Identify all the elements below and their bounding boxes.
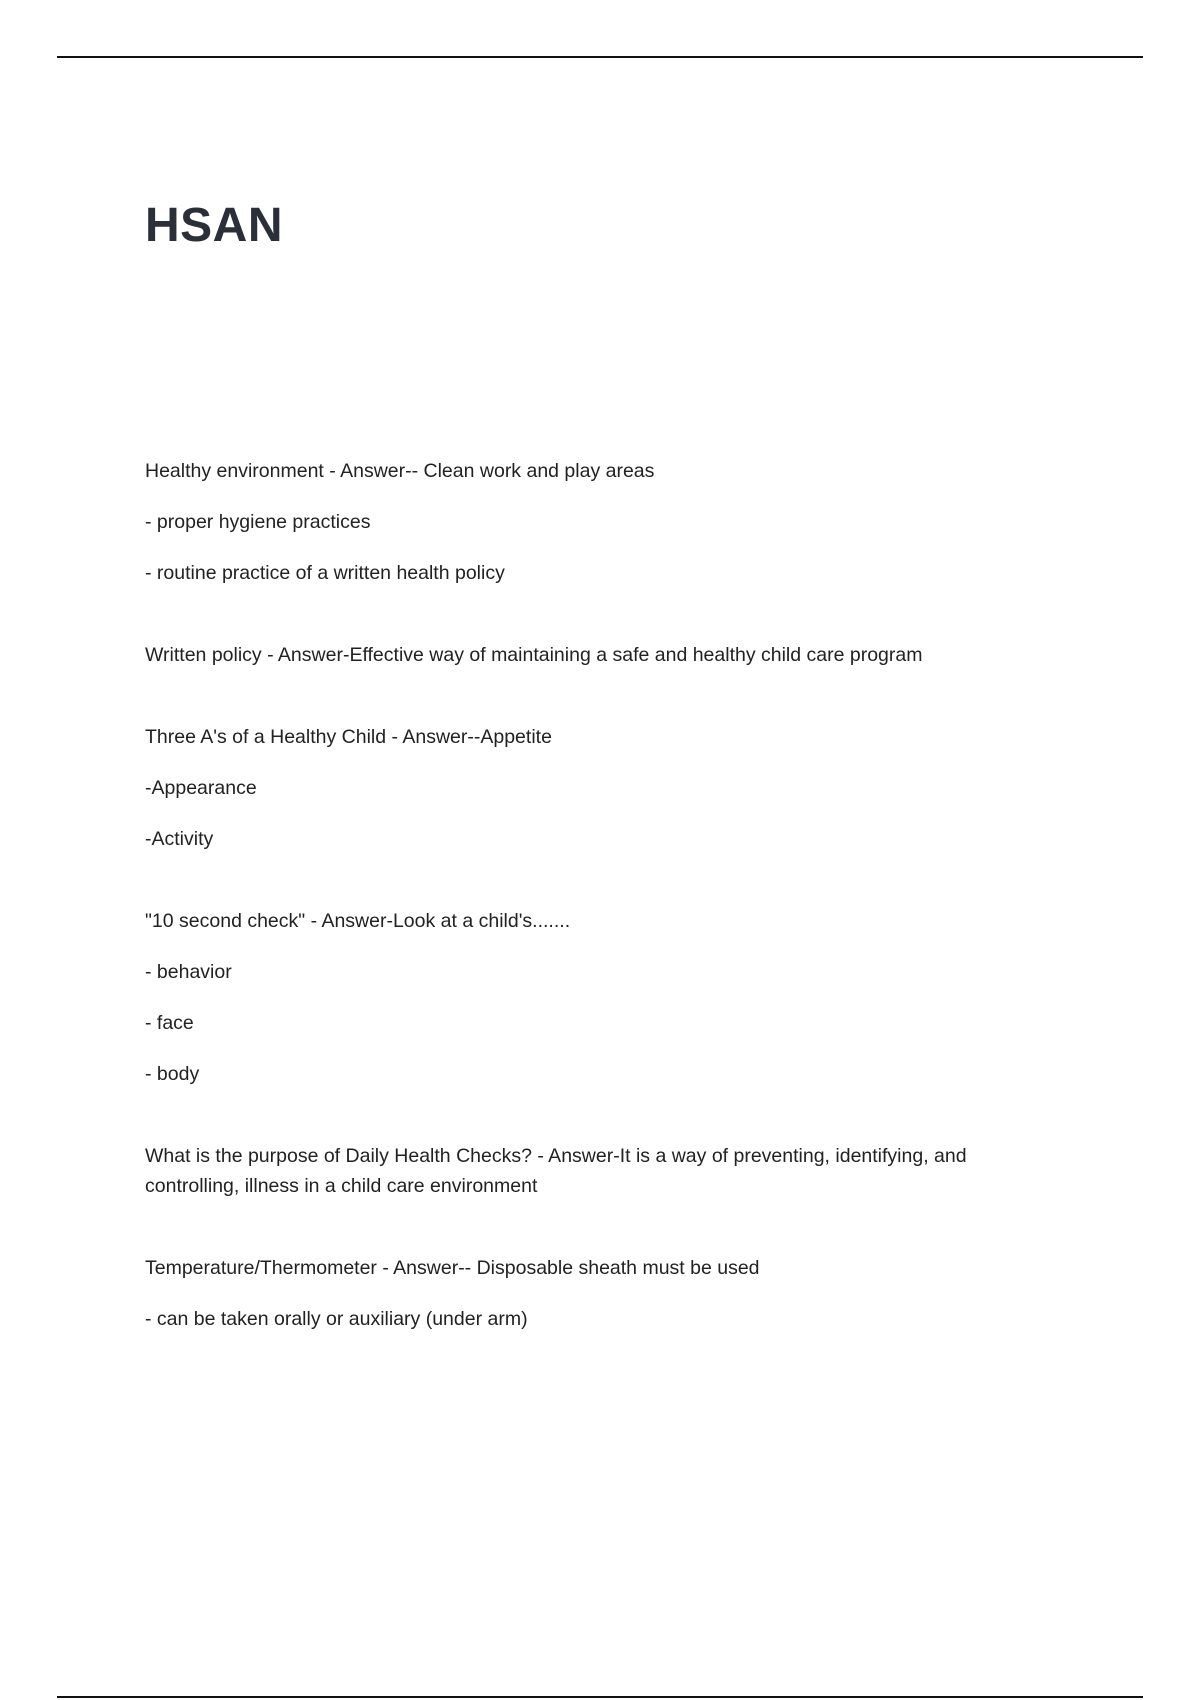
- footer-rule: [57, 1696, 1143, 1698]
- header-rule: [57, 56, 1143, 58]
- qa-line: Temperature/Thermometer - Answer-- Disposable sheath must be used: [145, 1257, 760, 1279]
- qa-entry-three-as: [145, 722, 1025, 854]
- qa-line: Written policy - Answer-Effective way of maintaining a safe and healthy child care program: [145, 644, 923, 666]
- qa-entry-healthy-environment: [145, 456, 1025, 588]
- qa-entry-written-policy: [145, 640, 1025, 670]
- document-title: HSAN: [145, 199, 284, 252]
- document-body: [145, 456, 1025, 1386]
- qa-line: - can be taken orally or auxiliary (under arm): [145, 1308, 528, 1330]
- qa-line: - proper hygiene practices: [145, 511, 371, 533]
- qa-line: -Activity: [145, 828, 214, 850]
- qa-line: Healthy environment - Answer-- Clean work and play areas: [145, 460, 655, 482]
- qa-line: Three A's of a Healthy Child - Answer--Appetite: [145, 726, 552, 748]
- qa-entry-daily-health-checks: [145, 1141, 1025, 1201]
- qa-line: - behavior: [145, 961, 232, 983]
- qa-entry-ten-second-check: [145, 906, 1025, 1089]
- qa-line: -Appearance: [145, 777, 257, 799]
- qa-line: - body: [145, 1063, 200, 1085]
- qa-line: What is the purpose of Daily Health Checks? - Answer-It is a way of preventing, identifying, and controlling, illness in a child care environment: [145, 1145, 967, 1197]
- qa-line: - routine practice of a written health policy: [145, 562, 505, 584]
- qa-entry-temperature: [145, 1253, 1025, 1334]
- qa-line: "10 second check" - Answer-Look at a child's.......: [145, 910, 571, 932]
- qa-line: - face: [145, 1012, 194, 1034]
